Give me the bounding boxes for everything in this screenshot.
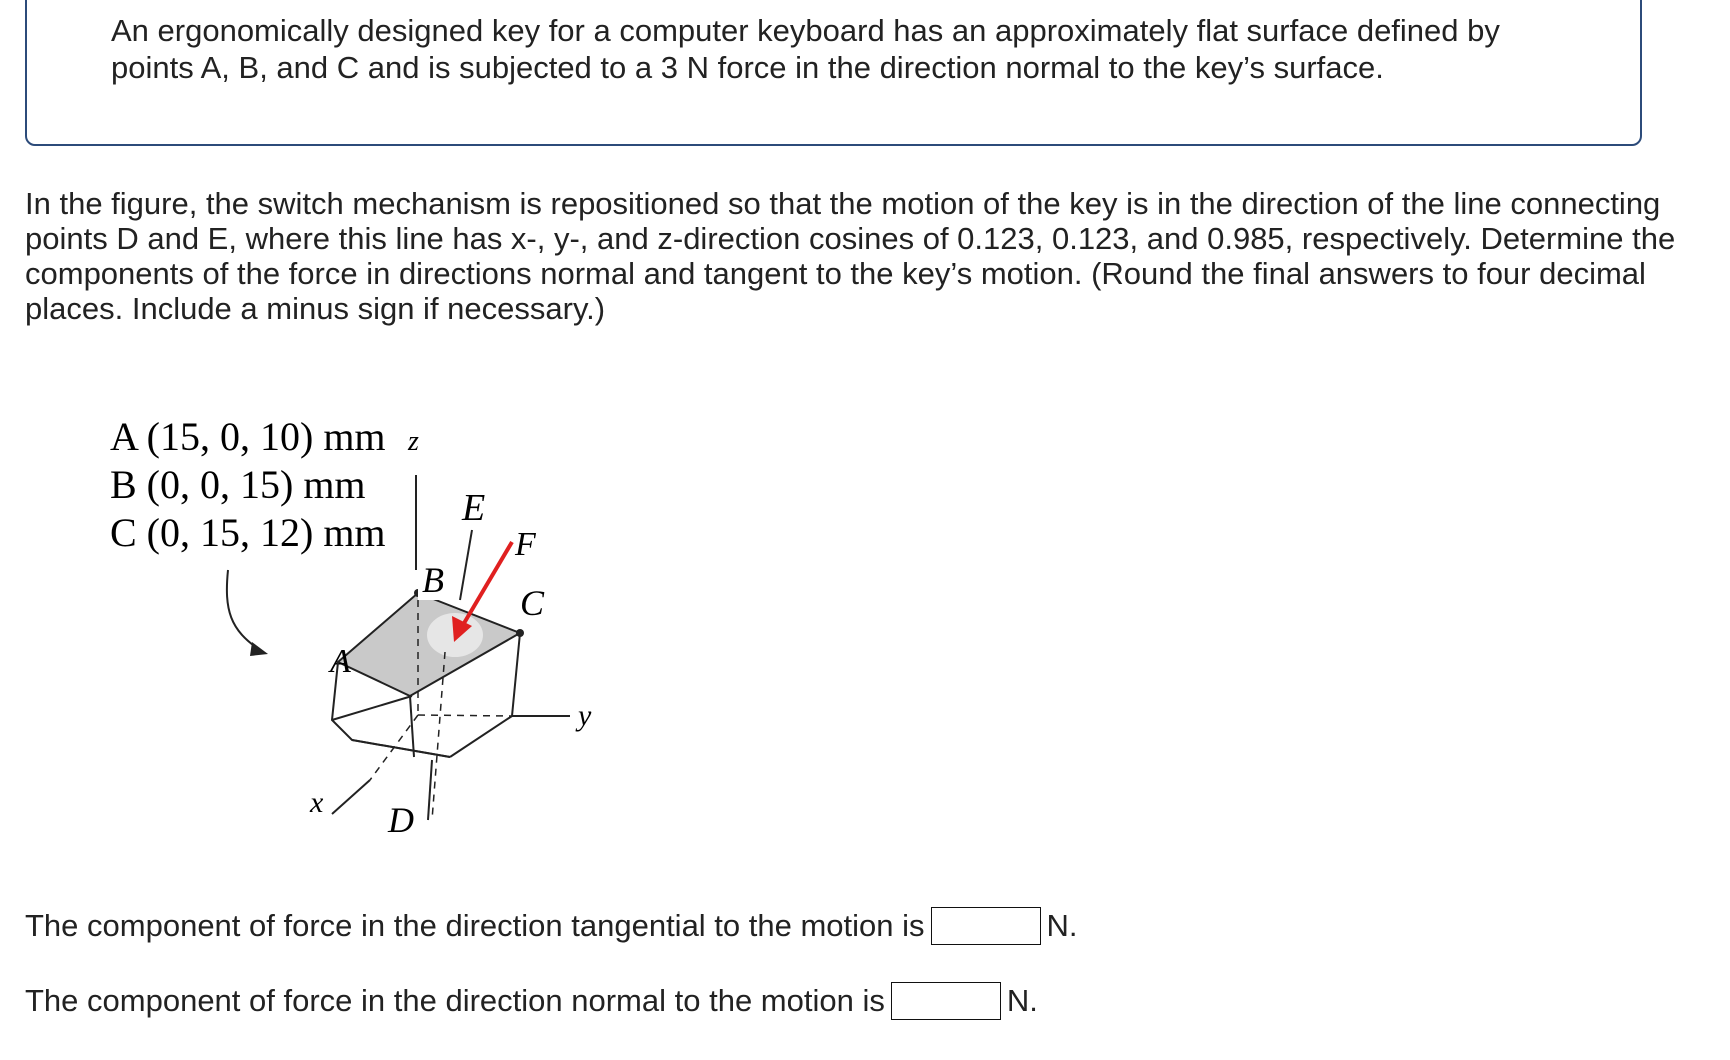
hidden-x	[370, 715, 418, 780]
figure-svg	[100, 420, 660, 860]
x-axis	[332, 780, 370, 814]
intro-box	[25, 0, 1642, 146]
coord-b: B (0, 0, 15) mm	[110, 462, 366, 507]
box-edge-front	[410, 696, 414, 757]
tangential-force-input[interactable]	[931, 907, 1041, 945]
label-f: F	[515, 526, 536, 563]
answer-tangential-prompt: The component of force in the direction tangential to the motion is	[25, 908, 925, 943]
box-top-left	[332, 696, 412, 720]
answer-row-normal	[25, 981, 1038, 1021]
box-bottom	[352, 740, 450, 757]
coord-c: C (0, 15, 12) mm	[110, 510, 386, 555]
key-surface	[338, 593, 520, 696]
z-axis-label: z	[408, 426, 419, 457]
keyboard-key-figure	[100, 420, 660, 860]
coord-a: A (15, 0, 10) mm	[110, 420, 386, 459]
intro-text: An ergonomically designed key for a computer keyboard has an approximately flat surface defined by points A, B, and C and is subjected to a 3 N force in the direction normal to the key’s surface.	[111, 13, 1500, 85]
pointer-arrowhead	[250, 642, 268, 656]
label-a: A	[330, 643, 351, 680]
label-b: B	[422, 560, 444, 600]
answer-normal-prompt: The component of force in the direction normal to the motion is	[25, 983, 885, 1018]
pointer-curve	[227, 570, 260, 650]
normal-force-input[interactable]	[891, 982, 1001, 1020]
answer-normal-unit: N.	[1006, 983, 1038, 1018]
line-d	[428, 760, 432, 820]
answer-row-tangential	[25, 906, 1078, 946]
label-e: E	[462, 487, 486, 529]
y-axis-label: y	[578, 699, 592, 732]
label-d: D	[388, 800, 414, 840]
line-e	[460, 530, 472, 600]
question-text: In the figure, the switch mechanism is repositioned so that the motion of the key is in the direction of the line connecting points D and E, where this line has x-, y-, and z-direction cosines of 0.123, 0.123, and 0.985, respectively. Determine the components of the force in directions normal and tangent to the key’s motion. (Round the final answers to four decimal places. Include a minus sign if necessary.)	[25, 186, 1676, 326]
hidden-y	[418, 715, 512, 716]
x-axis-label: x	[310, 786, 324, 819]
answer-tangential-unit: N.	[1046, 908, 1078, 943]
label-c: C	[520, 583, 545, 623]
